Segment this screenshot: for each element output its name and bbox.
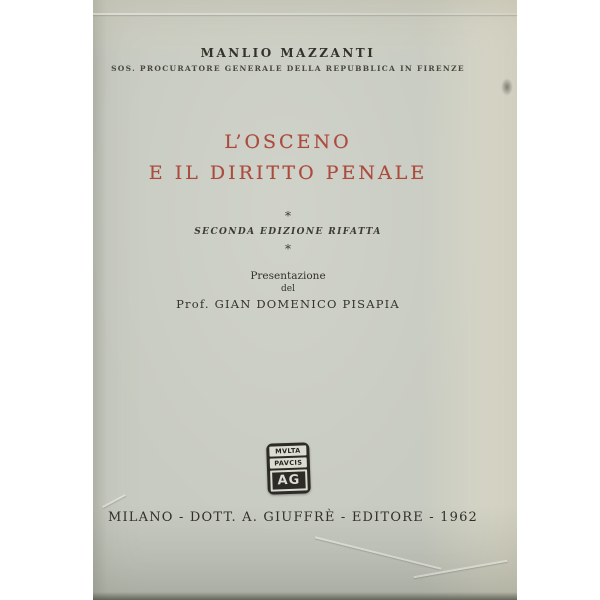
- asterisk-ornament-bottom: *: [285, 242, 291, 256]
- publisher-logo-area: [93, 443, 483, 494]
- asterisk-ornament-top: *: [285, 209, 291, 223]
- presenter-name: Prof. GIAN DOMENICO PISAPIA: [176, 297, 400, 311]
- edition-note: SECONDA EDIZIONE RIFATTA: [194, 227, 382, 237]
- paper-smudge: [501, 78, 513, 96]
- logo-initials: AG: [270, 469, 308, 491]
- author-name: MANLIO MAZZANTI: [200, 46, 376, 60]
- book-title-line-1: L’OSCENO: [224, 131, 352, 153]
- logo-motto-line-1: MVLTA: [269, 445, 306, 456]
- presentation-block: [93, 269, 483, 312]
- giuffre-logo: [266, 442, 311, 494]
- book-cover: [93, 0, 517, 600]
- presentation-del: del: [281, 284, 295, 294]
- publisher-imprint: MILANO - DOTT. A. GIUFFRÈ - EDITORE - 1962: [107, 510, 479, 525]
- presentation-label: Presentazione: [250, 270, 326, 282]
- book-title: [93, 127, 483, 189]
- book-title-line-2: E IL DIRITTO PENALE: [148, 162, 428, 184]
- title-page-text: [93, 0, 483, 600]
- author-role: SOS. PROCURATORE GENERALE DELLA REPUBBLICA IN FIRENZE: [111, 64, 465, 73]
- logo-motto-line-2: PAVCIS: [269, 457, 306, 468]
- cover-bottom-shadow: [93, 592, 517, 600]
